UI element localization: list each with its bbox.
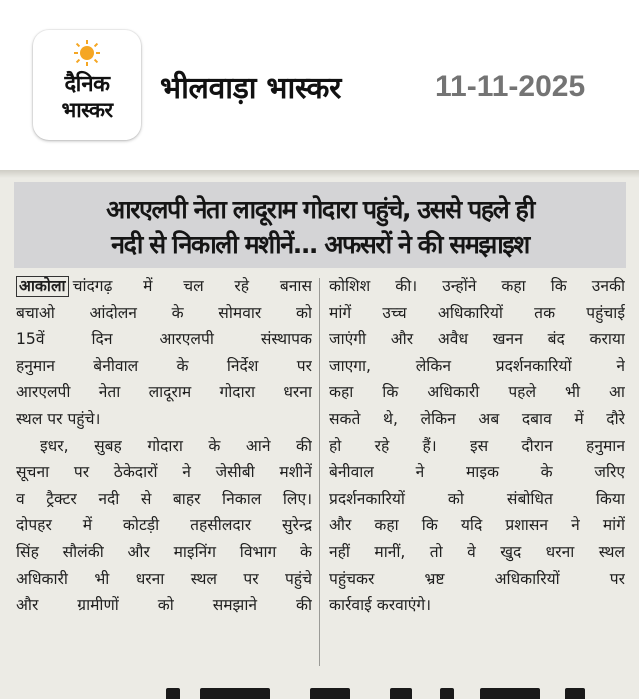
column-line xyxy=(16,273,312,300)
column-line: हो रहे हैं। इस दौरान हनुमान xyxy=(329,436,625,455)
headline-fragment xyxy=(480,688,540,699)
column-line: जाएगा, लेकिन प्रदर्शनकारियों ने xyxy=(329,356,625,375)
column-line: सकते थे, लेकिन अब दबाव में दौरे xyxy=(329,409,625,428)
newspaper-clipping xyxy=(0,170,639,699)
headline-fragment xyxy=(440,688,454,699)
edition-title: भीलवाड़ा भास्कर xyxy=(160,71,342,106)
column-line: आरएलपी नेता लादूराम गोदारा धरना xyxy=(16,383,312,402)
article-column-left xyxy=(16,273,312,619)
column-line: स्थल पर पहुंचे। xyxy=(16,409,101,428)
column-line: प्रदर्शनकारियों को संबोधित किया xyxy=(329,489,625,508)
column-line: जाएंगी और अवैध खनन बंद कराया xyxy=(329,330,625,349)
column-line: दोपहर में कोटड़ी तहसीलदार सुरेन्द्र xyxy=(16,516,312,535)
sun-icon xyxy=(74,40,100,66)
column-line: नहीं मानीं, तो वे खुद धरना स्थल xyxy=(329,542,625,561)
logo-text-bhaskar: भास्कर xyxy=(61,98,113,122)
column-line: सिंह सौलंकी और माइनिंग विभाग के xyxy=(16,542,312,561)
article-column-right xyxy=(329,273,625,619)
headline-fragment xyxy=(166,688,180,699)
headline-fragment xyxy=(390,688,412,699)
edition-date: 11-11-2025 xyxy=(435,70,586,103)
column-line: अधिकारी भी धरना स्थल पर पहुंचे xyxy=(16,569,312,588)
column-line: व ट्रैक्टर नदी से बाहर निकाल लिए। xyxy=(16,489,312,508)
headline-line-1: आरएलपी नेता लादूराम गोदारा पहुंचे, उससे पहले ही xyxy=(106,195,534,224)
column-line: इधर, सुबह गोदारा के आने की xyxy=(40,436,312,455)
dainik-bhaskar-logo xyxy=(33,30,141,140)
column-line-text: चांदगढ़ में चल रहे बनास xyxy=(72,277,312,295)
headline-fragment xyxy=(565,688,585,699)
column-line: पहुंचकर भ्रष्ट अधिकारियों पर xyxy=(329,569,625,588)
column-line: हनुमान बेनीवाल के निर्देश पर xyxy=(16,356,312,375)
headline-fragment xyxy=(310,688,350,699)
column-line: और कहा कि यदि प्रशासन ने मांगें xyxy=(329,516,625,535)
column-line: 15वें दिन आरएलपी संस्थापक xyxy=(16,330,312,349)
column-line: बचाओ आंदोलन के सोमवार को xyxy=(16,303,312,322)
headline-fragment xyxy=(200,688,270,699)
column-line: कार्रवाई करवाएंगे। xyxy=(329,596,432,615)
column-divider xyxy=(319,278,320,666)
logo-text-dainik: दैनिक xyxy=(64,72,110,97)
clipping-edge xyxy=(0,170,639,178)
cropped-next-headline xyxy=(140,688,600,699)
headline-line-2: नदी से निकाली मशीनें... अफसरों ने की समझाइश xyxy=(111,230,529,259)
dateline: आकोला xyxy=(16,276,69,297)
column-line: कहा कि अधिकारी पहले भी आ xyxy=(329,383,625,402)
column-line: कोशिश की। उन्होंने कहा कि उनकी xyxy=(329,277,625,295)
app-header xyxy=(0,0,639,170)
article-headline xyxy=(14,182,626,268)
column-line: मांगें उच्च अधिकारियों तक पहुंचाई xyxy=(329,303,625,322)
column-line: और ग्रामीणों को समझाने की xyxy=(16,596,312,615)
column-line: सूचना पर ठेकेदारों ने जेसीबी मशीनें xyxy=(16,463,312,482)
column-line: बेनीवाल ने माइक के जरिए xyxy=(329,463,625,482)
